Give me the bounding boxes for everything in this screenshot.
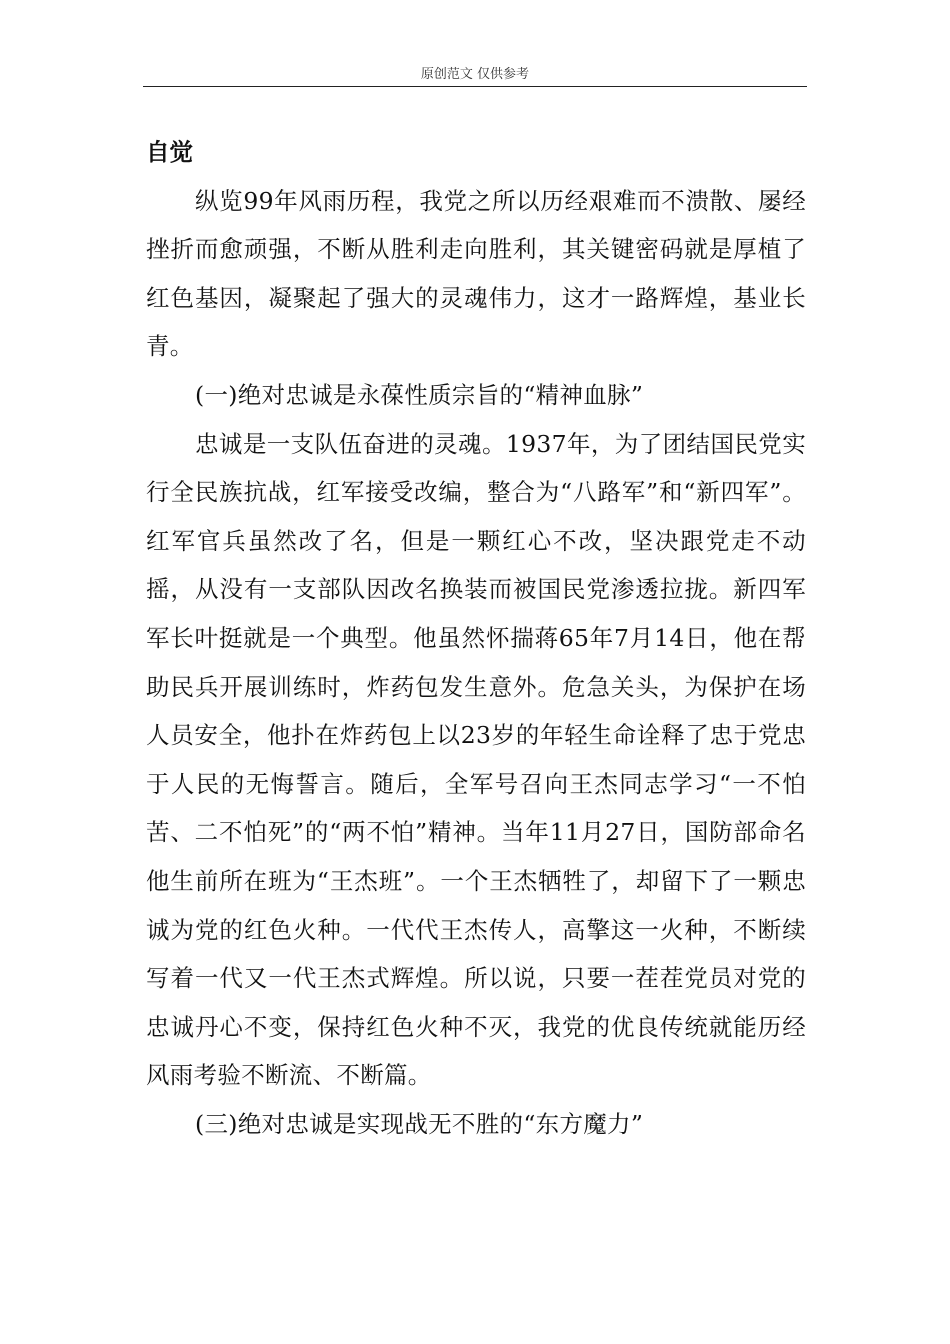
- paragraph-intro: 纵览99年风雨历程，我党之所以历经艰难而不溃散、屡经挫折而愈顽强，不断从胜利走向胜利，其关键密码就是厚植了红色基因，凝聚起了强大的灵魂伟力，这才一路辉煌，基业长青。: [146, 186, 806, 361]
- page-header: 原创范文 仅供参考: [143, 66, 807, 87]
- subheading-loyalty-bloodline: (一)绝对忠诚是永葆性质宗旨的“精神血脉”: [195, 380, 644, 409]
- document-body: [146, 128, 806, 1148]
- paragraph-loyalty: 忠诚是一支队伍奋进的灵魂。1937年，为了团结国民党实行全民族抗战，红军接受改编，整合为“八路军”和“新四军”。红军官兵虽然改了名，但是一颗红心不改，坚决跟党走不动摇，从没有一支部队因改名换装而被国民党渗透拉拢。新四军军长叶挺就是一个典型。他虽然怀揣蒋65年7月14日，他在帮助民兵开展训练时，炸药包发生意外。危急关头，为保护在场人员安全，他扑在炸药包上以23岁的年轻生命诠释了忠于党忠于人民的无悔誓言。随后，全军号召向王杰同志学习“一不怕苦、二不怕死”的“两不怕”精神。当年11月27日，国防部命名他生前所在班为“王杰班”。一个王杰牺牲了，却留下了一颗忠诚为党的红色火种。一代代王杰传人，高擎这一火种，不断续写着一代又一代王杰式辉煌。所以说，只要一茬茬党员对党的忠诚丹心不变，保持红色火种不灭，我党的优良传统就能历经风雨考验不断流、不断篇。: [146, 429, 806, 1090]
- section-heading-fragment: 自觉: [146, 138, 193, 166]
- subheading-eastern-magic: (三)绝对忠诚是实现战无不胜的“东方魔力”: [195, 1109, 644, 1138]
